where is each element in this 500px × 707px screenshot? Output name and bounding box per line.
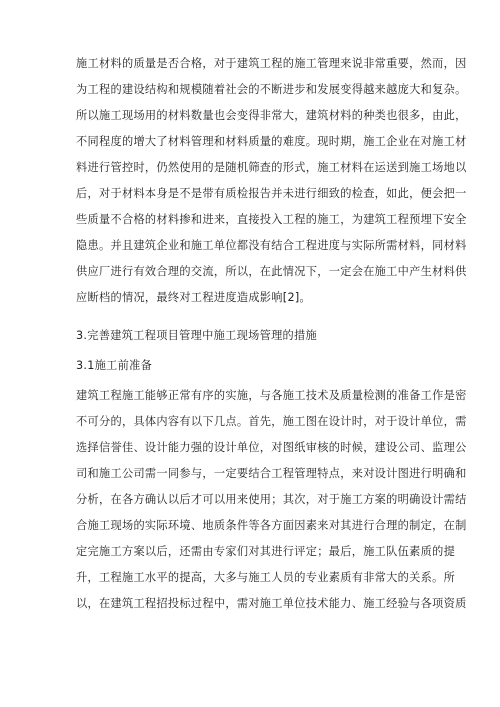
subsection-heading-text: 3.1施工前准备	[76, 359, 153, 372]
text-line: 选择信誉佳、设计能力强的设计单位，对图纸审核的时候，建设公司、监理公	[76, 441, 467, 454]
body-paragraph-preparation	[76, 383, 467, 617]
text-line: 合施工现场的实际环境、地质条件等各方面因素来对其进行合理的制定，在制	[76, 519, 467, 532]
text-line: 后，对于材料本身是不是带有质检报告并未进行细致的检查，如此，便会把一	[76, 187, 467, 200]
subsection-heading	[76, 353, 428, 379]
text-line: 应断档的情况，最终对工程进度造成影响[2]。	[76, 291, 312, 304]
text-line: 以，在建筑工程招投标过程中，需对施工单位技术能力、施工经验与各项资质	[76, 597, 467, 610]
body-paragraph-materials	[76, 51, 467, 311]
text-line: 不同程度的增大了材料管理和材料质量的难度。现时期，施工企业在对施工材	[76, 135, 467, 148]
text-line: 料进行管控时，仍然使用的是随机筛查的形式，施工材料在运送到施工场地以	[76, 161, 467, 174]
text-line: 所以施工现场用的材料数量也会变得非常大，建筑材料的种类也很多，由此，	[76, 109, 467, 122]
text-line: 施工材料的质量是否合格，对于建筑工程的施工管理来说非常重要，然而，因	[76, 57, 467, 70]
section-heading-text: 3.完善建筑工程项目管理中施工现场管理的措施	[76, 329, 318, 342]
text-line: 定完施工方案以后，还需由专家们对其进行评定；最后，施工队伍素质的提	[76, 545, 456, 558]
text-line: 些质量不合格的材料掺和进来，直接投入工程的施工，为建筑工程预埋下安全	[76, 213, 467, 226]
text-line: 供应厂进行有效合理的交流，所以，在此情况下，一定会在施工中产生材料供	[76, 265, 467, 278]
text-line: 为工程的建设结构和规模随着社会的不断进步和发展变得越来越庞大和复杂。	[76, 83, 467, 96]
text-line: 分析，在各方确认以后才可以用来使用；其次，对于施工方案的明确设计需结	[76, 493, 467, 506]
section-heading	[76, 323, 428, 349]
text-line: 建筑工程施工能够正常有序的实施，与各施工技术及质量检测的准备工作是密	[76, 389, 467, 402]
text-line: 不可分的，具体内容有以下几点。首先，施工图在设计时，对于设计单位，需	[76, 415, 467, 428]
text-line: 司和施工公司需一同参与，一定要结合工程管理特点，来对设计图进行明确和	[76, 467, 467, 480]
text-line: 升，工程施工水平的提高，大多与施工人员的专业素质有非常大的关系。所	[76, 571, 456, 584]
text-line: 隐患。并且建筑企业和施工单位都没有结合工程进度与实际所需材料，同材料	[76, 239, 467, 252]
